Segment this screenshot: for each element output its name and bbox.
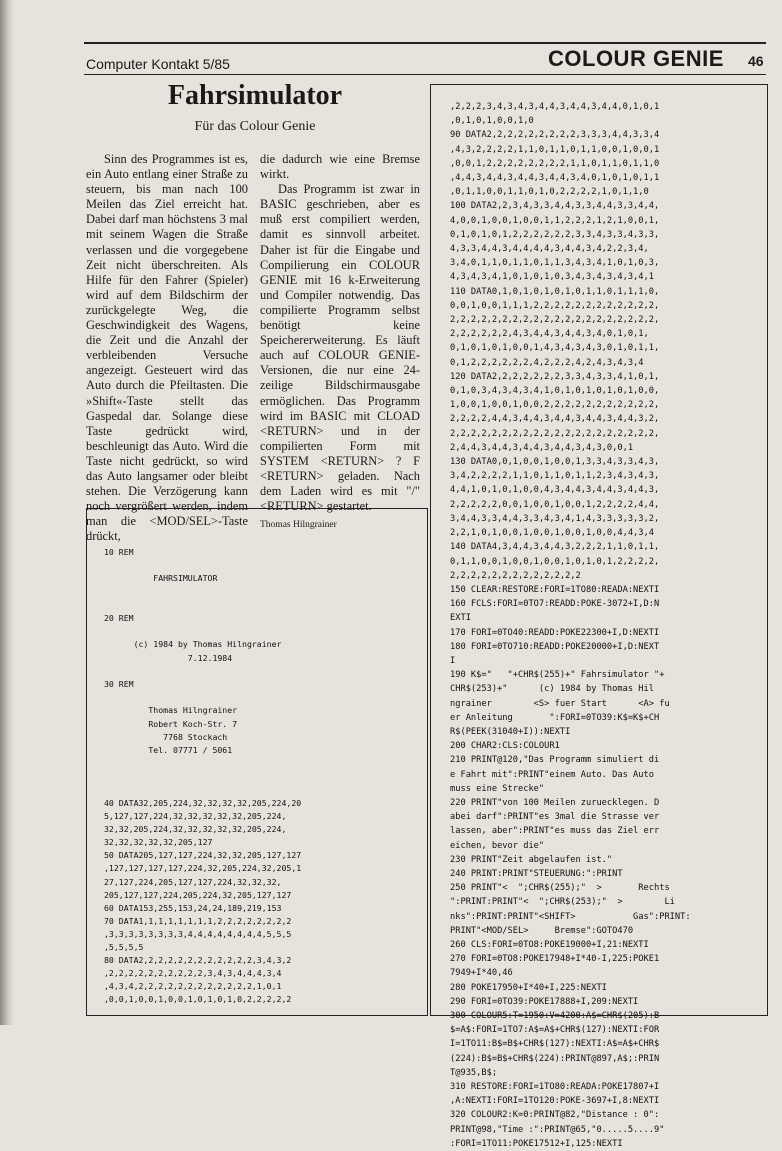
code-line: 2,4,4,3,4,4,3,4,4,3,4,4,3,4,3,0,0,1	[450, 442, 634, 453]
code-line: 0,0,1,0,0,1,1,1,2,2,2,2,2,2,2,2,2,2,2,2,	[450, 300, 660, 311]
code-line: 80 DATA2,2,2,2,2,2,2,2,2,2,2,2,3,4,3,2	[104, 955, 292, 966]
code-line: I	[450, 655, 456, 666]
code-line: 27,127,224,205,127,127,224,32,32,32,	[104, 876, 282, 887]
code-line: 150 CLEAR:RESTORE:FORI=1TO80:READA:NEXTI	[450, 584, 660, 595]
section-title: COLOUR GENIE	[548, 46, 724, 71]
code-line: ,127,127,127,127,224,32,205,224,32,205,1	[104, 863, 302, 874]
code-line: 2,2,2,2,2,2,4,3,4,4,3,4,4,3,4,0,1,0,1,	[450, 329, 649, 340]
code-line: 30 REM	[104, 679, 134, 690]
code-line: 0,1,0,3,4,3,4,3,4,1,0,1,0,1,0,1,0,1,0,0,	[450, 386, 660, 397]
code-line: 130 DATA0,0,1,0,0,1,0,0,1,3,3,4,3,3,4,3,	[450, 457, 660, 468]
code-line: 50 DATA205,127,127,224,32,32,205,127,127	[104, 850, 302, 861]
code-line: T@935,B$;	[450, 1067, 498, 1078]
code-line: EXTI	[450, 613, 471, 624]
code-line: 7.12.1984	[104, 652, 233, 663]
code-line: lassen, aber":PRINT"es muss das Ziel err	[450, 826, 660, 837]
code-line: ,2,2,2,2,2,2,2,2,2,2,3,4,3,4,4,4,3,4	[104, 968, 282, 979]
article-column-2	[260, 152, 420, 533]
code-line: 90 DATA2,2,2,2,2,2,2,2,2,3,3,3,4,4,3,3,4	[450, 130, 660, 141]
header-rule-bottom	[84, 74, 766, 75]
code-line: 2,2,2,2,2,0,0,1,0,0,1,0,0,1,2,2,2,2,4,4,	[450, 499, 660, 510]
code-line: 190 K$=" "+CHR$(255)+" Fahrsimulator "+	[450, 670, 665, 681]
code-line: (224):B$=B$+CHR$(224):PRINT@897,A$;:PRIN	[450, 1053, 660, 1064]
code-line: Tel. 07771 / 5061	[104, 745, 233, 756]
code-line: 2,2,2,2,2,2,2,2,2,2,2,2,2,2,2,2,2,2,2,2,	[450, 428, 660, 439]
code-line: 7949+I*40,46	[450, 968, 513, 979]
code-line: muss eine Strecke"	[450, 783, 545, 794]
code-line: 0,1,0,1,0,1,2,2,2,2,2,2,3,3,4,3,3,4,3,3,	[450, 229, 660, 240]
code-line: 60 DATA153,255,153,24,24,189,219,153	[104, 902, 282, 913]
code-line: 2,2,2,2,2,2,2,2,2,2,2,2,2	[450, 570, 581, 581]
magazine-issue: Computer Kontakt 5/85	[86, 56, 230, 72]
code-line: 220 PRINT"von 100 Meilen zuruecklegen. D	[450, 797, 660, 808]
code-line: 240 PRINT:PRINT"STEUERUNG:":PRINT	[450, 868, 623, 879]
paragraph: Sinn des Programmes ist es, ein Auto entlang einer Straße zu steuern, bis man nach 100 Meilen das Ziel erreicht hat. Dabei darf man höchstens 3 mal mit seinem Wagen die Straße verlassen und die vorgegebene Zeit nicht überschreiten. Als Hilfe für den Fahrer (Spieler) wird auf dem Bildschirm der zurückgelegte Weg, die Geschwindigkeit des Wagens, die Zeit und die Anzahl der verbleibenden Versuche angezeigt. Gesteuert wird das Auto durch die Pfeiltasten. Die »Shift«-Taste stellt das Gaspedal dar. Solange diese Taste gedrückt wird, beschleunigt das Auto. Wird die Taste nicht gedrückt, so wird das Auto langsamer oder bleibt stehen. Die Verzögerung kann noch vergrößert werden, indem man die <MOD/SEL>-Taste drückt,	[86, 152, 248, 544]
code-line	[104, 665, 281, 678]
code-line: 2,2,2,2,2,2,2,2,2,2,2,2,2,2,2,2,2,2,2,2,	[450, 315, 660, 326]
code-line: 10 REM	[104, 547, 134, 557]
code-line: R$(PEEK(31040+I)):NEXTI	[450, 726, 571, 737]
code-line: ":PRINT:PRINT"< ";CHR$(253);" > Li	[450, 897, 675, 908]
page-spine-shadow	[0, 0, 14, 1025]
code-line: 290 FORI=0TO39:POKE17888+I,209:NEXTI	[450, 996, 639, 1007]
code-line: 70 DATA1,1,1,1,1,1,1,1,2,2,2,2,2,2,2,2	[104, 915, 292, 926]
code-line: 250 PRINT"< ";CHR$(255);" > Rechts	[450, 883, 670, 894]
listing-left-data	[104, 797, 301, 1007]
code-line: 320 COLOUR2:K=0:PRINT@82,"Distance : 0":	[450, 1110, 660, 1121]
code-line: 310 RESTORE:FORI=1TO80:READA:POKE17807+I	[450, 1082, 660, 1093]
code-line: 1,0,0,1,0,0,1,0,0,2,2,2,2,2,2,2,2,2,2,2,	[450, 400, 660, 411]
code-line: 3,4,0,1,1,0,1,1,0,1,1,3,4,3,4,1,0,1,0,3,	[450, 258, 660, 269]
code-line: eichen, bevor die"	[450, 840, 545, 851]
code-line: 280 POKE17950+I*40+I,225:NEXTI	[450, 982, 607, 993]
code-line: 210 PRINT@120,"Das Programm simuliert di	[450, 755, 660, 766]
code-line: 32,32,205,224,32,32,32,32,32,205,224,	[104, 824, 287, 835]
page-number: 46	[748, 53, 764, 69]
code-line: e Fahrt mit":PRINT"einem Auto. Das Auto	[450, 769, 654, 780]
code-line: 5,127,127,224,32,32,32,32,32,205,224,	[104, 811, 287, 822]
code-line: ,0,1,0,1,0,0,1,0	[450, 116, 534, 127]
code-line	[104, 625, 281, 638]
code-line: 32,32,32,32,32,205,127	[104, 837, 213, 848]
code-line: ,0,0,1,0,0,1,0,0,1,0,1,0,1,0,2,2,2,2,2	[104, 994, 292, 1005]
code-line: 260 CLS:FORI=0TO8:POKE19000+I,21:NEXTI	[450, 939, 649, 950]
article-title: Fahrsimulator	[167, 80, 343, 111]
code-line: 2,2,2,2,4,4,3,4,4,3,4,4,3,4,4,3,4,4,3,2,	[450, 414, 660, 425]
code-line: $=A$:FORI=1TO7:A$=A$+CHR$(127):NEXTI:FOR	[450, 1025, 660, 1036]
code-line: 170 FORI=0TO40:READD:POKE22300+I,D:NEXTI	[450, 627, 660, 638]
code-line	[104, 599, 281, 612]
code-line: 300 COLOUR5:T=1950:V=4200:A$=CHR$(205):B	[450, 1011, 660, 1021]
code-line: 0,1,1,0,0,1,0,0,1,0,0,1,0,1,0,1,2,2,2,2,	[450, 556, 660, 567]
code-line: ,4,4,3,4,4,3,4,4,3,4,4,3,4,0,1,0,1,0,1,1	[450, 173, 660, 184]
code-line: 270 FORI=0TO8:POKE17948+I*40-I,225:POKE1	[450, 954, 660, 965]
code-line	[104, 586, 281, 599]
listing-left-header	[104, 546, 281, 757]
code-line: 0,1,0,1,0,1,0,0,1,4,3,4,3,4,3,0,1,0,1,1,	[450, 343, 660, 354]
code-line: 120 DATA2,2,2,2,2,2,2,3,3,4,3,3,4,1,0,1,	[450, 371, 660, 382]
paragraph: die dadurch wie eine Bremse wirkt.	[260, 152, 420, 182]
code-line: ngrainer <S> fuer Start <A> fu	[450, 698, 670, 709]
code-line: :FORI=1TO11:POKE17512+I,125:NEXTI	[450, 1138, 623, 1149]
code-line: 100 DATA2,2,3,4,3,3,4,4,3,3,4,4,3,3,4,4,	[450, 201, 660, 212]
code-line: ,4,3,4,2,2,2,2,2,2,2,2,2,2,2,2,1,0,1	[104, 981, 282, 992]
code-line: ,5,5,5,5	[104, 942, 144, 953]
author-credit: Thomas Hilngrainer	[260, 520, 337, 531]
code-line: 4,0,0,1,0,0,1,0,0,1,1,2,2,2,1,2,1,0,0,1,	[450, 215, 660, 226]
article-subtitle: Für das Colour Genie	[194, 119, 316, 134]
code-line: 205,127,127,224,205,224,32,205,127,127	[104, 889, 292, 900]
code-line: 3,4,2,2,2,2,1,1,0,1,1,0,1,1,2,3,4,3,4,3,	[450, 471, 660, 482]
code-line: 3,4,4,3,3,4,4,3,3,4,3,4,1,4,3,3,3,3,3,2,	[450, 513, 660, 524]
code-line: 20 REM	[104, 613, 134, 624]
paragraph: Das Programm ist zwar in BASIC geschrieben, aber es muß erst compiliert werden, damit es sinnvoll arbeitet. Daher ist für die Eingabe und Compilierung ein COLOUR GENIE mit 16 k-Erweiterung und Compiler notwendig. Das compilierte Programm selbst benötigt keine Speichererweiterung. Es läuft auch auf COLOUR GENIE-Versionen, die nur eine 24-zeilige Bildschirmausgabe ermöglichen. Das Programm wird im BASIC mit CLOAD <RETURN> und in der compilierten Form mit SYSTEM <RETURN> ? F <RETURN> geladen. Nach dem Laden wird es mit "/" <RETURN> gestartet.	[260, 182, 420, 514]
code-line: er Anleitung ":FORI=0TO39:K$=K$+CH	[450, 712, 660, 723]
code-line: Thomas Hilngrainer	[104, 705, 238, 716]
code-line: 140 DATA4,3,4,4,3,4,4,3,2,2,2,1,1,0,1,1,	[450, 542, 660, 553]
code-line: abei darf":PRINT"es 3mal die Strasse ver	[450, 812, 660, 823]
code-line: 4,3,3,4,4,3,4,4,4,4,3,4,4,3,4,2,2,3,4,	[450, 244, 649, 255]
code-line: ,4,3,2,2,2,2,1,1,0,1,1,0,1,1,0,0,1,0,0,1	[450, 144, 660, 155]
code-line: (c) 1984 by Thomas Hilngrainer	[104, 639, 282, 650]
code-line: Robert Koch-Str. 7	[104, 718, 238, 729]
article-column-1	[86, 152, 248, 544]
code-line: 180 FORI=0TO710:READD:POKE20000+I,D:NEXT	[450, 641, 660, 652]
code-line	[104, 559, 281, 572]
code-line	[104, 691, 281, 704]
header-rule-top	[84, 42, 766, 44]
code-line: PRINT@98,"Time :":PRINT@65,"0.....5....9"	[450, 1124, 665, 1135]
code-line: I=1TO11:B$=B$+CHR$(127):NEXTI:A$=A$+CHR$	[450, 1039, 660, 1050]
code-line: 4,4,1,0,1,0,1,0,0,4,3,4,4,3,4,4,3,4,4,3,	[450, 485, 660, 496]
code-line: 2,2,1,0,1,0,0,1,0,0,1,0,0,1,0,0,4,4,3,4	[450, 528, 654, 539]
code-line: 7768 Stockach	[104, 731, 228, 742]
code-line: 0,1,2,2,2,2,2,2,4,2,2,2,4,2,4,3,4,3,4	[450, 357, 644, 368]
code-line: ,0,1,1,0,0,1,1,0,1,0,2,2,2,2,1,0,1,1,0	[450, 187, 649, 198]
code-line: ,A:NEXTI:FORI=1TO120:POKE-3697+I,8:NEXTI	[450, 1096, 660, 1107]
code-line: ,3,3,3,3,3,3,3,3,4,4,4,4,4,4,4,4,5,5,5	[104, 928, 292, 939]
code-line: 230 PRINT"Zeit abgelaufen ist."	[450, 854, 613, 865]
code-line: CHR$(253)+" (c) 1984 by Thomas Hil	[450, 684, 654, 695]
code-line: 40 DATA32,205,224,32,32,32,32,205,224,20	[104, 798, 302, 808]
code-line: ,2,2,2,3,4,3,4,3,4,4,3,4,4,3,4,4,0,1,0,1	[450, 102, 660, 112]
code-line: nks":PRINT:PRINT"<SHIFT> Gas":PRINT:	[450, 911, 691, 922]
code-line: FAHRSIMULATOR	[104, 573, 218, 584]
code-line: 4,3,4,3,4,1,0,1,0,1,0,3,4,3,4,3,4,3,4,1	[450, 272, 654, 283]
code-line: 110 DATA0,1,0,1,0,1,0,1,0,1,1,0,1,1,1,0,	[450, 286, 660, 297]
code-line: 160 FCLS:FORI=0TO7:READD:POKE-3072+I,D:N	[450, 599, 660, 610]
code-line: PRINT"<MOD/SEL> Bremse":GOTO470	[450, 925, 634, 936]
code-line: 200 CHAR2:CLS:COLOUR1	[450, 741, 560, 752]
code-line: ,0,0,1,2,2,2,2,2,2,2,2,1,1,0,1,1,0,1,1,0	[450, 158, 660, 169]
listing-right	[450, 100, 691, 1151]
